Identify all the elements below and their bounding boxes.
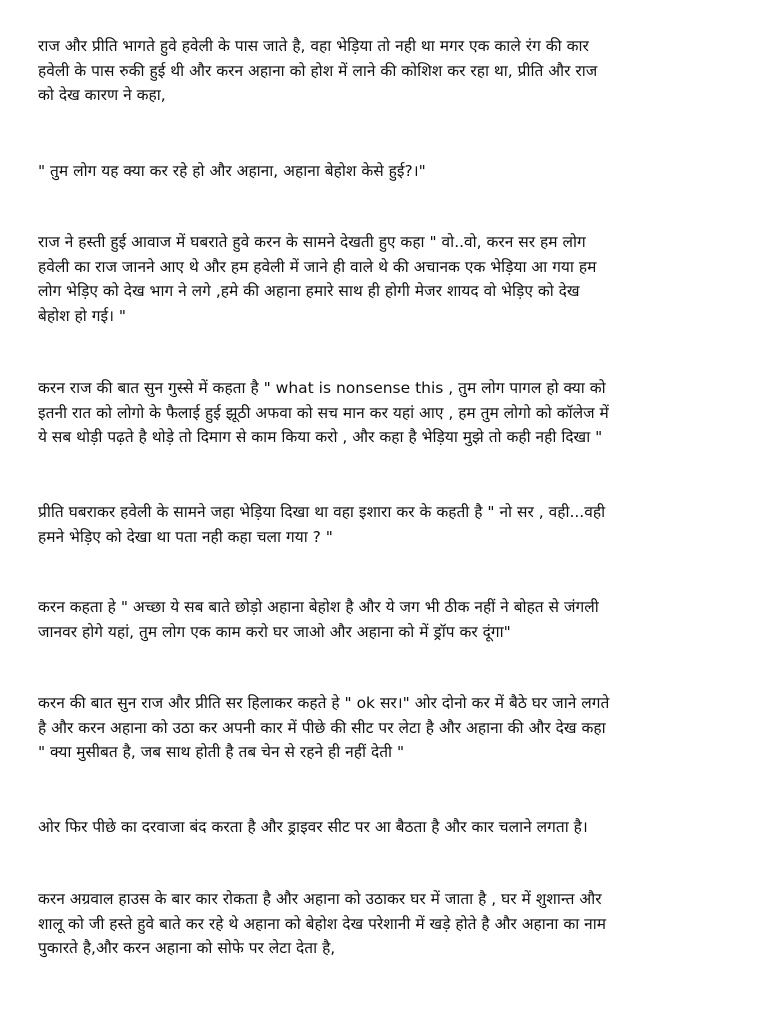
text-line: को देख कारण ने कहा, <box>38 86 166 104</box>
paragraph-7 <box>38 691 738 765</box>
text-line: ओर फिर पीछे का दरवाजा बंद करता है और ड्राइवर सीट पर आ बैठता है और कार चलाने लगता है। <box>38 818 588 836</box>
text-line: करन अग्रवाल हाउस के बार कार रोकता है और अहाना को उठाकर घर में जाता है , घर में शुशान्त और <box>38 890 602 908</box>
text-line: ये सब थोड़ी पढ़ते है थोड़े तो दिमाग से काम किया करो , और कहा है भेड़िया मुझे तो कही नही दिखा " <box>38 428 603 446</box>
text-line: हवेली का राज जानने आए थे और हम हवेली में जाने ही वाले थे की अचानक एक भेड़िया आ गया हम <box>38 257 597 276</box>
paragraph-2 <box>38 159 738 184</box>
text-line: " तुम लोग यह क्या कर रहे हो और अहाना, अहाना बेहोश केसे हुई?।" <box>38 162 426 180</box>
text-line: राज ने हस्ती हुई आवाज में घबराते हुवे करन के सामने देखती हुए कहा " वो..वो, करन सर हम लोग <box>38 233 586 251</box>
text-line: राज और प्रीति भागते हुवे हवेली के पास जाते है, वहा भेड़िया तो नही था मगर एक काले रंग की कार <box>38 37 589 55</box>
paragraph-3 <box>38 230 738 328</box>
text-line: करन कहता हे " अच्छा ये सब बाते छोड़ो अहाना बेहोश है और ये जग भी ठीक नहीं ने बोहत से जंगली <box>38 598 599 616</box>
text-line: शालू को जी हस्ते हुवे बाते कर रहे थे अहाना को बेहोश देख परेशानी में खड़े होते है और अहाना का नाम <box>38 914 607 933</box>
text-line: पुकारते है,और करन अहाना को सोफे पर लेटा देता है, <box>38 939 336 957</box>
text-line: प्रीति घबराकर हवेली के सामने जहा भेड़िया दिखा था वहा इशारा कर के कहती है " नो सर , वही...वही <box>38 503 606 521</box>
text-line: इतनी रात को लोगो के फैलाई हुई झूठी अफवा को सच मान कर यहां आए , हम तुम लोगो को कॉलेज में <box>38 403 609 422</box>
text-line: बेहोश हो गई। " <box>38 306 127 325</box>
text-line: जानवर होगे यहां, तुम लोग एक काम करो घर जाओ और अहाना को में ड्रॉप कर दूंगा" <box>38 622 511 641</box>
text-line: करन की बात सुन राज और प्रीति सर हिलाकर कहते हे " ok सर।" ओर दोनो कर में बैठे घर जाने लगते <box>38 694 610 712</box>
text-line: हमने भेड़िए को देखा था पता नही कहा चला गया ? " <box>38 527 333 546</box>
text-line: हवेली के पास रुकी हुई थी और करन अहाना को होश में लाने की कोशिश कर रहा था, प्रीति और राज <box>38 61 598 80</box>
text-line: लोग भेड़िए को देख भाग ने लगे ,हमे की अहाना हमारे साथ ही होगी मेजर शायद वो भेड़िए को देख <box>38 282 580 300</box>
text-line: है और करन अहाना को उठा कर अपनी कार में पीछे की सीट पर लेटा है और अहाना की और देख कहा <box>38 718 606 737</box>
paragraph-4 <box>38 376 738 450</box>
paragraph-6 <box>38 595 738 644</box>
paragraph-5 <box>38 500 738 549</box>
text-line: करन राज की बात सुन गुस्से में कहता है " what is nonsense this , तुम लोग पागल हो क्या को <box>38 379 606 397</box>
paragraph-1 <box>38 34 738 108</box>
paragraph-8 <box>38 815 738 840</box>
text-line: " क्या मुसीबत है, जब साथ होती है तब चेन से रहने ही नहीं देती " <box>38 743 405 761</box>
paragraph-9 <box>38 887 738 961</box>
